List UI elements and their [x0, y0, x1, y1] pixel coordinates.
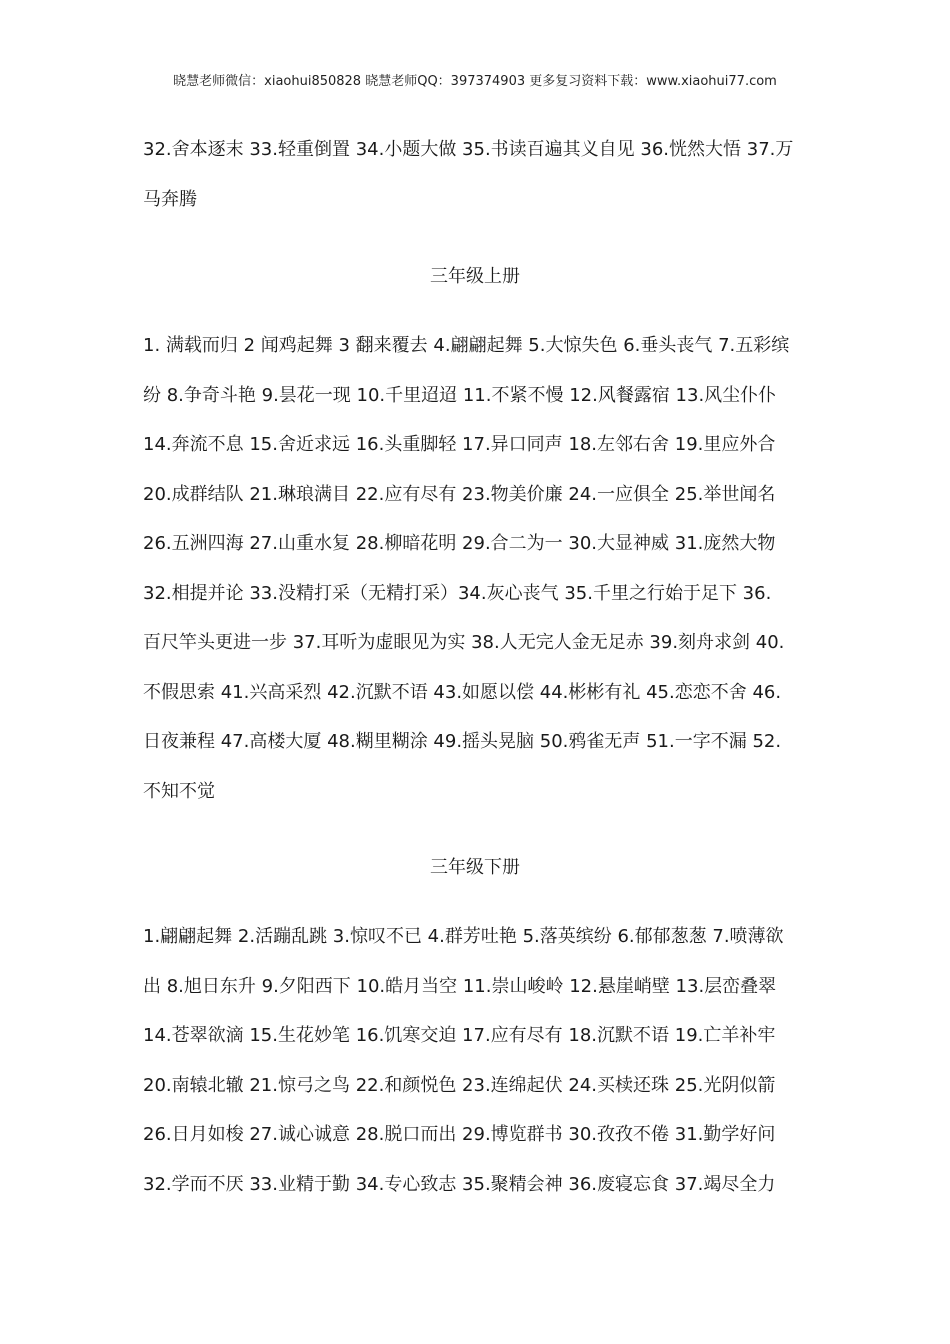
text-line: 32.舍本逐末 33.轻重倒置 34.小题大做 35.书读百遍其义自见 36.恍然大悟 37.万	[143, 139, 794, 160]
section-title-grade3-upper: 三年级上册	[430, 266, 520, 287]
text-line: 1.翩翩起舞 2.活蹦乱跳 3.惊叹不已 4.群芳吐艳 5.落英缤纷 6.郁郁葱葱 7.喷薄欲	[143, 926, 784, 947]
text-line: 20.成群结队 21.琳琅满目 22.应有尽有 23.物美价廉 24.一应俱全 25.举世闻名	[143, 483, 776, 505]
text-line: 不知不觉	[143, 780, 215, 802]
text-line: 马奔腾	[143, 188, 197, 210]
text-line: 32.相提并论 33.没精打采（无精打采）34.灰心丧气 35.千里之行始于足下 36.	[143, 582, 772, 604]
grade3-upper-paragraph	[143, 321, 808, 816]
section-title-grade3-lower: 三年级下册	[430, 857, 520, 878]
intro-paragraph	[143, 125, 808, 224]
text-line: 1. 满载而归 2 闻鸡起舞 3 翻来覆去 4.翩翩起舞 5.大惊失色 6.垂头丧气 7.五彩缤	[143, 335, 790, 356]
text-line: 不假思索 41.兴高采烈 42.沉默不语 43.如愿以偿 44.彬彬有礼 45.恋恋不舍 46.	[143, 681, 782, 703]
text-line: 26.五洲四海 27.山重水复 28.柳暗花明 29.合二为一 30.大显神威 31.庞然大物	[143, 533, 776, 554]
text-line: 纷 8.争奇斗艳 9.昙花一现 10.千里迢迢 11.不紧不慢 12.风餐露宿 13.风尘仆仆	[143, 384, 777, 406]
text-line: 14.苍翠欲滴 15.生花妙笔 16.饥寒交迫 17.应有尽有 18.沉默不语 19.亡羊补牢	[143, 1025, 776, 1046]
text-line: 32.学而不厌 33.业精于勤 34.专心致志 35.聚精会神 36.废寝忘食 37.竭尽全力	[143, 1173, 776, 1195]
grade3-lower-paragraph	[143, 912, 808, 1209]
page-header-contact: 晓慧老师微信：xiaohui850828 晓慧老师QQ：397374903 更多复习资料下载：www.xiaohui77.com	[173, 74, 777, 89]
text-line: 日夜兼程 47.高楼大厦 48.糊里糊涂 49.摇头晃脑 50.鸦雀无声 51.一字不漏 52.	[143, 731, 782, 752]
text-line: 百尺竿头更进一步 37.耳听为虚眼见为实 38.人无完人金无足赤 39.刻舟求剑 40.	[143, 632, 785, 653]
text-line: 14.奔流不息 15.舍近求远 16.头重脚轻 17.异口同声 18.左邻右舍 19.里应外合	[143, 434, 776, 455]
text-line: 出 8.旭日东升 9.夕阳西下 10.皓月当空 11.崇山峻岭 12.悬崖峭壁 13.层峦叠翠	[143, 975, 777, 997]
text-line: 26.日月如梭 27.诚心诚意 28.脱口而出 29.博览群书 30.孜孜不倦 31.勤学好问	[143, 1124, 776, 1145]
text-line: 20.南辕北辙 21.惊弓之鸟 22.和颜悦色 23.连绵起伏 24.买椟还珠 25.光阴似箭	[143, 1074, 776, 1096]
